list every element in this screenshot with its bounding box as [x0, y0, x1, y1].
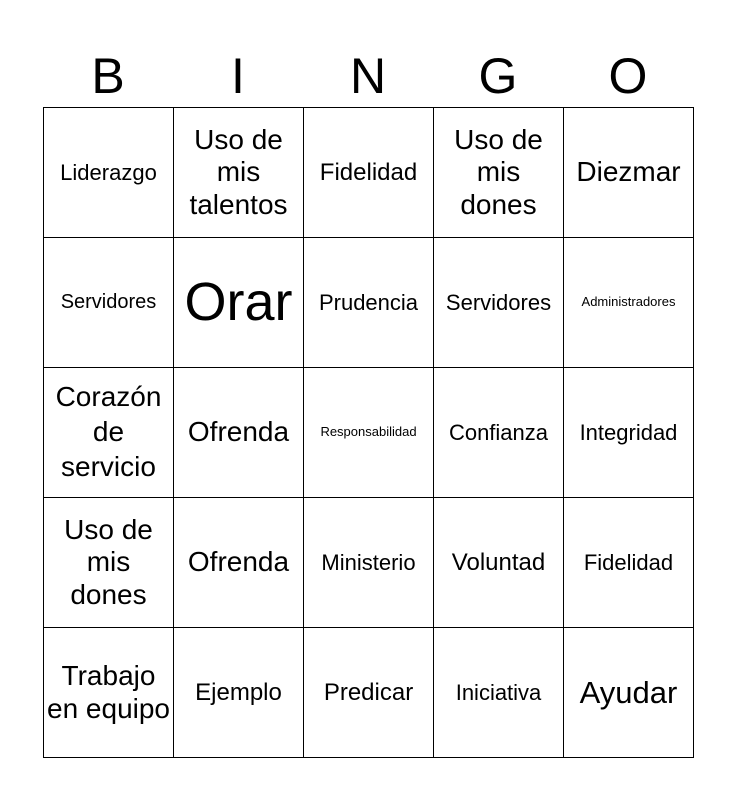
bingo-cell: Uso de mis dones [44, 498, 174, 628]
bingo-cell: Liderazgo [44, 108, 174, 238]
bingo-board [43, 107, 694, 758]
bingo-cell: Iniciativa [434, 628, 564, 758]
header-letter-b: B [91, 48, 125, 104]
bingo-cell: Administradores [564, 238, 694, 368]
bingo-cell: Confianza [434, 368, 564, 498]
bingo-cell: Ofrenda [174, 498, 304, 628]
bingo-cell: Ayudar [564, 628, 694, 758]
bingo-cell: Ministerio [304, 498, 434, 628]
board-row [44, 498, 694, 628]
bingo-cell: Servidores [434, 238, 564, 368]
bingo-cell: Uso de mis dones [434, 108, 564, 238]
bingo-cell: Corazón de servicio [44, 368, 174, 498]
bingo-header [43, 44, 693, 108]
bingo-cell: Prudencia [304, 238, 434, 368]
board-row [44, 108, 694, 238]
board-row [44, 238, 694, 368]
header-letter-o: O [608, 48, 648, 104]
header-letter-g: G [478, 48, 518, 104]
header-letter-i: I [231, 48, 245, 104]
bingo-cell: Uso de mis talentos [174, 108, 304, 238]
board-row [44, 628, 694, 758]
bingo-cell: Servidores [44, 238, 174, 368]
bingo-cell: Ejemplo [174, 628, 304, 758]
bingo-cell: Ofrenda [174, 368, 304, 498]
header-letter-n: N [349, 48, 387, 104]
bingo-cell: Fidelidad [304, 108, 434, 238]
bingo-cell: Diezmar [564, 108, 694, 238]
board-row [44, 368, 694, 498]
bingo-cell: Trabajo en equipo [44, 628, 174, 758]
bingo-cell: Orar [174, 238, 304, 368]
bingo-cell: Responsabilidad [304, 368, 434, 498]
bingo-cell: Integridad [564, 368, 694, 498]
bingo-cell: Voluntad [434, 498, 564, 628]
bingo-cell: Predicar [304, 628, 434, 758]
bingo-cell: Fidelidad [564, 498, 694, 628]
